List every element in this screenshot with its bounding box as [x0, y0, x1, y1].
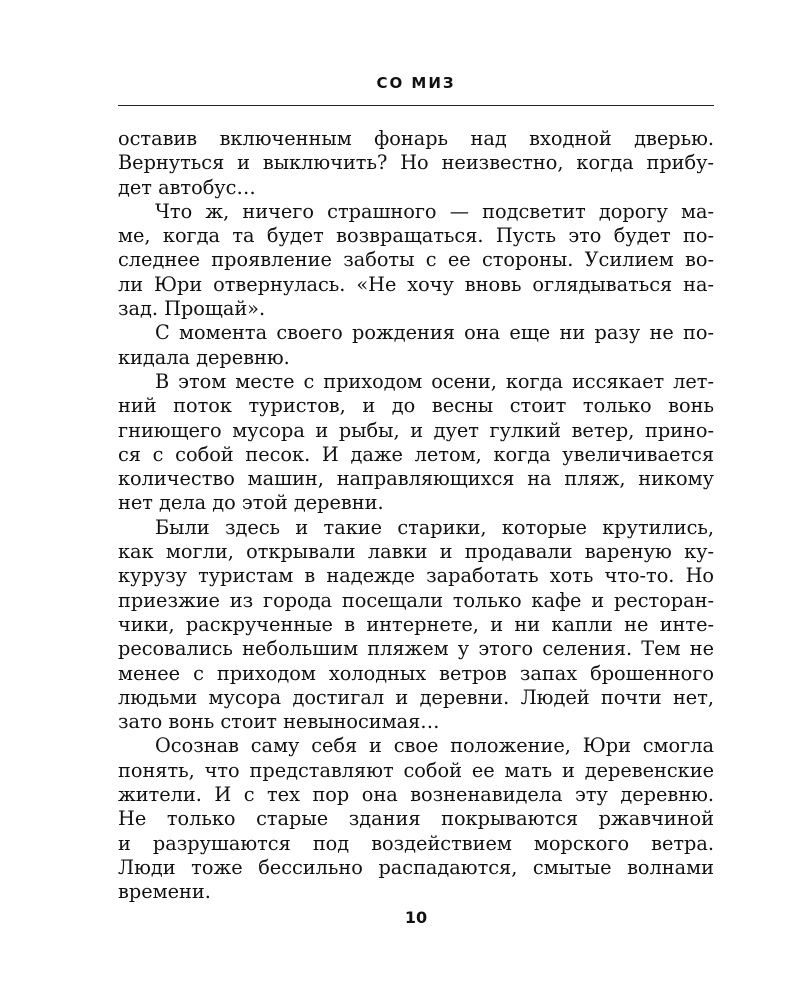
text-line: зато вонь стоит невыносимая…: [118, 710, 440, 734]
text-line: менее с приходом холодных ветров запах брошенного: [118, 661, 714, 685]
text-line: приезжие из города посещали только кафе и ресторан-: [118, 588, 714, 612]
text-line: ли Юри отвернулась. «Не хочу вновь оглядываться на-: [118, 272, 714, 296]
text-line: понять, что представляют собой ее мать и деревенские: [118, 758, 714, 782]
body-text: [118, 127, 714, 905]
text-line: Что ж, ничего страшного — подсветит дорогу ма-: [155, 199, 714, 223]
text-line: зад. Прощай».: [118, 297, 266, 321]
text-line: нет дела до этой деревни.: [118, 491, 384, 515]
text-line: Не только старые здания покрываются ржавчиной: [118, 807, 714, 831]
text-line: жители. И с тех пор она возненавидела эту деревню.: [118, 783, 714, 807]
text-line: дет автобус…: [118, 175, 256, 199]
running-title: СО МИЗ: [376, 74, 456, 92]
text-line: следнее проявление заботы с ее стороны. Усилием во-: [118, 248, 714, 272]
text-line: кидала деревню.: [118, 345, 290, 369]
text-line: ний поток туристов, и до весны стоит только вонь: [118, 394, 714, 418]
text-line: времени.: [118, 880, 211, 904]
text-line: людьми мусора достигал и деревни. Людей почти нет,: [118, 685, 714, 709]
text-line: С момента своего рождения она еще ни разу не по-: [155, 321, 714, 345]
page-number: 10: [404, 908, 428, 927]
text-line: оставив включенным фонарь над входной дверью.: [118, 127, 714, 150]
text-line: гниющего мусора и рыбы, и дует гулкий ветер, прино-: [118, 418, 714, 442]
text-line: ресовались небольшим пляжем у этого селения. Тем не: [118, 637, 714, 661]
text-line: Осознав саму себя и свое положение, Юри смогла: [155, 734, 714, 758]
text-line: ся с собой песок. И даже летом, когда увеличивается: [118, 442, 714, 466]
text-line: как могли, открывали лавки и продавали вареную ку-: [118, 540, 714, 564]
text-line: ме, когда та будет возвращаться. Пусть это будет по-: [118, 224, 714, 248]
text-line: Были здесь и такие старики, которые крутились,: [155, 515, 714, 539]
text-line: Люди тоже бессильно распадаются, смытые волнами: [118, 855, 714, 879]
text-line: В этом месте с приходом осени, когда иссякает лет-: [155, 369, 714, 393]
header-rule: [118, 105, 714, 106]
text-line: чики, раскрученные в интернете, и ни капли не инте-: [118, 612, 714, 636]
text-line: количество машин, направляющихся на пляж, никому: [118, 467, 714, 491]
text-line: и разрушаются под воздействием морского ветра.: [118, 831, 714, 855]
text-line: Вернуться и выключить? Но неизвестно, когда прибу-: [118, 151, 714, 175]
text-line: курузу туристам в надежде заработать хоть что-то. Но: [118, 564, 714, 588]
